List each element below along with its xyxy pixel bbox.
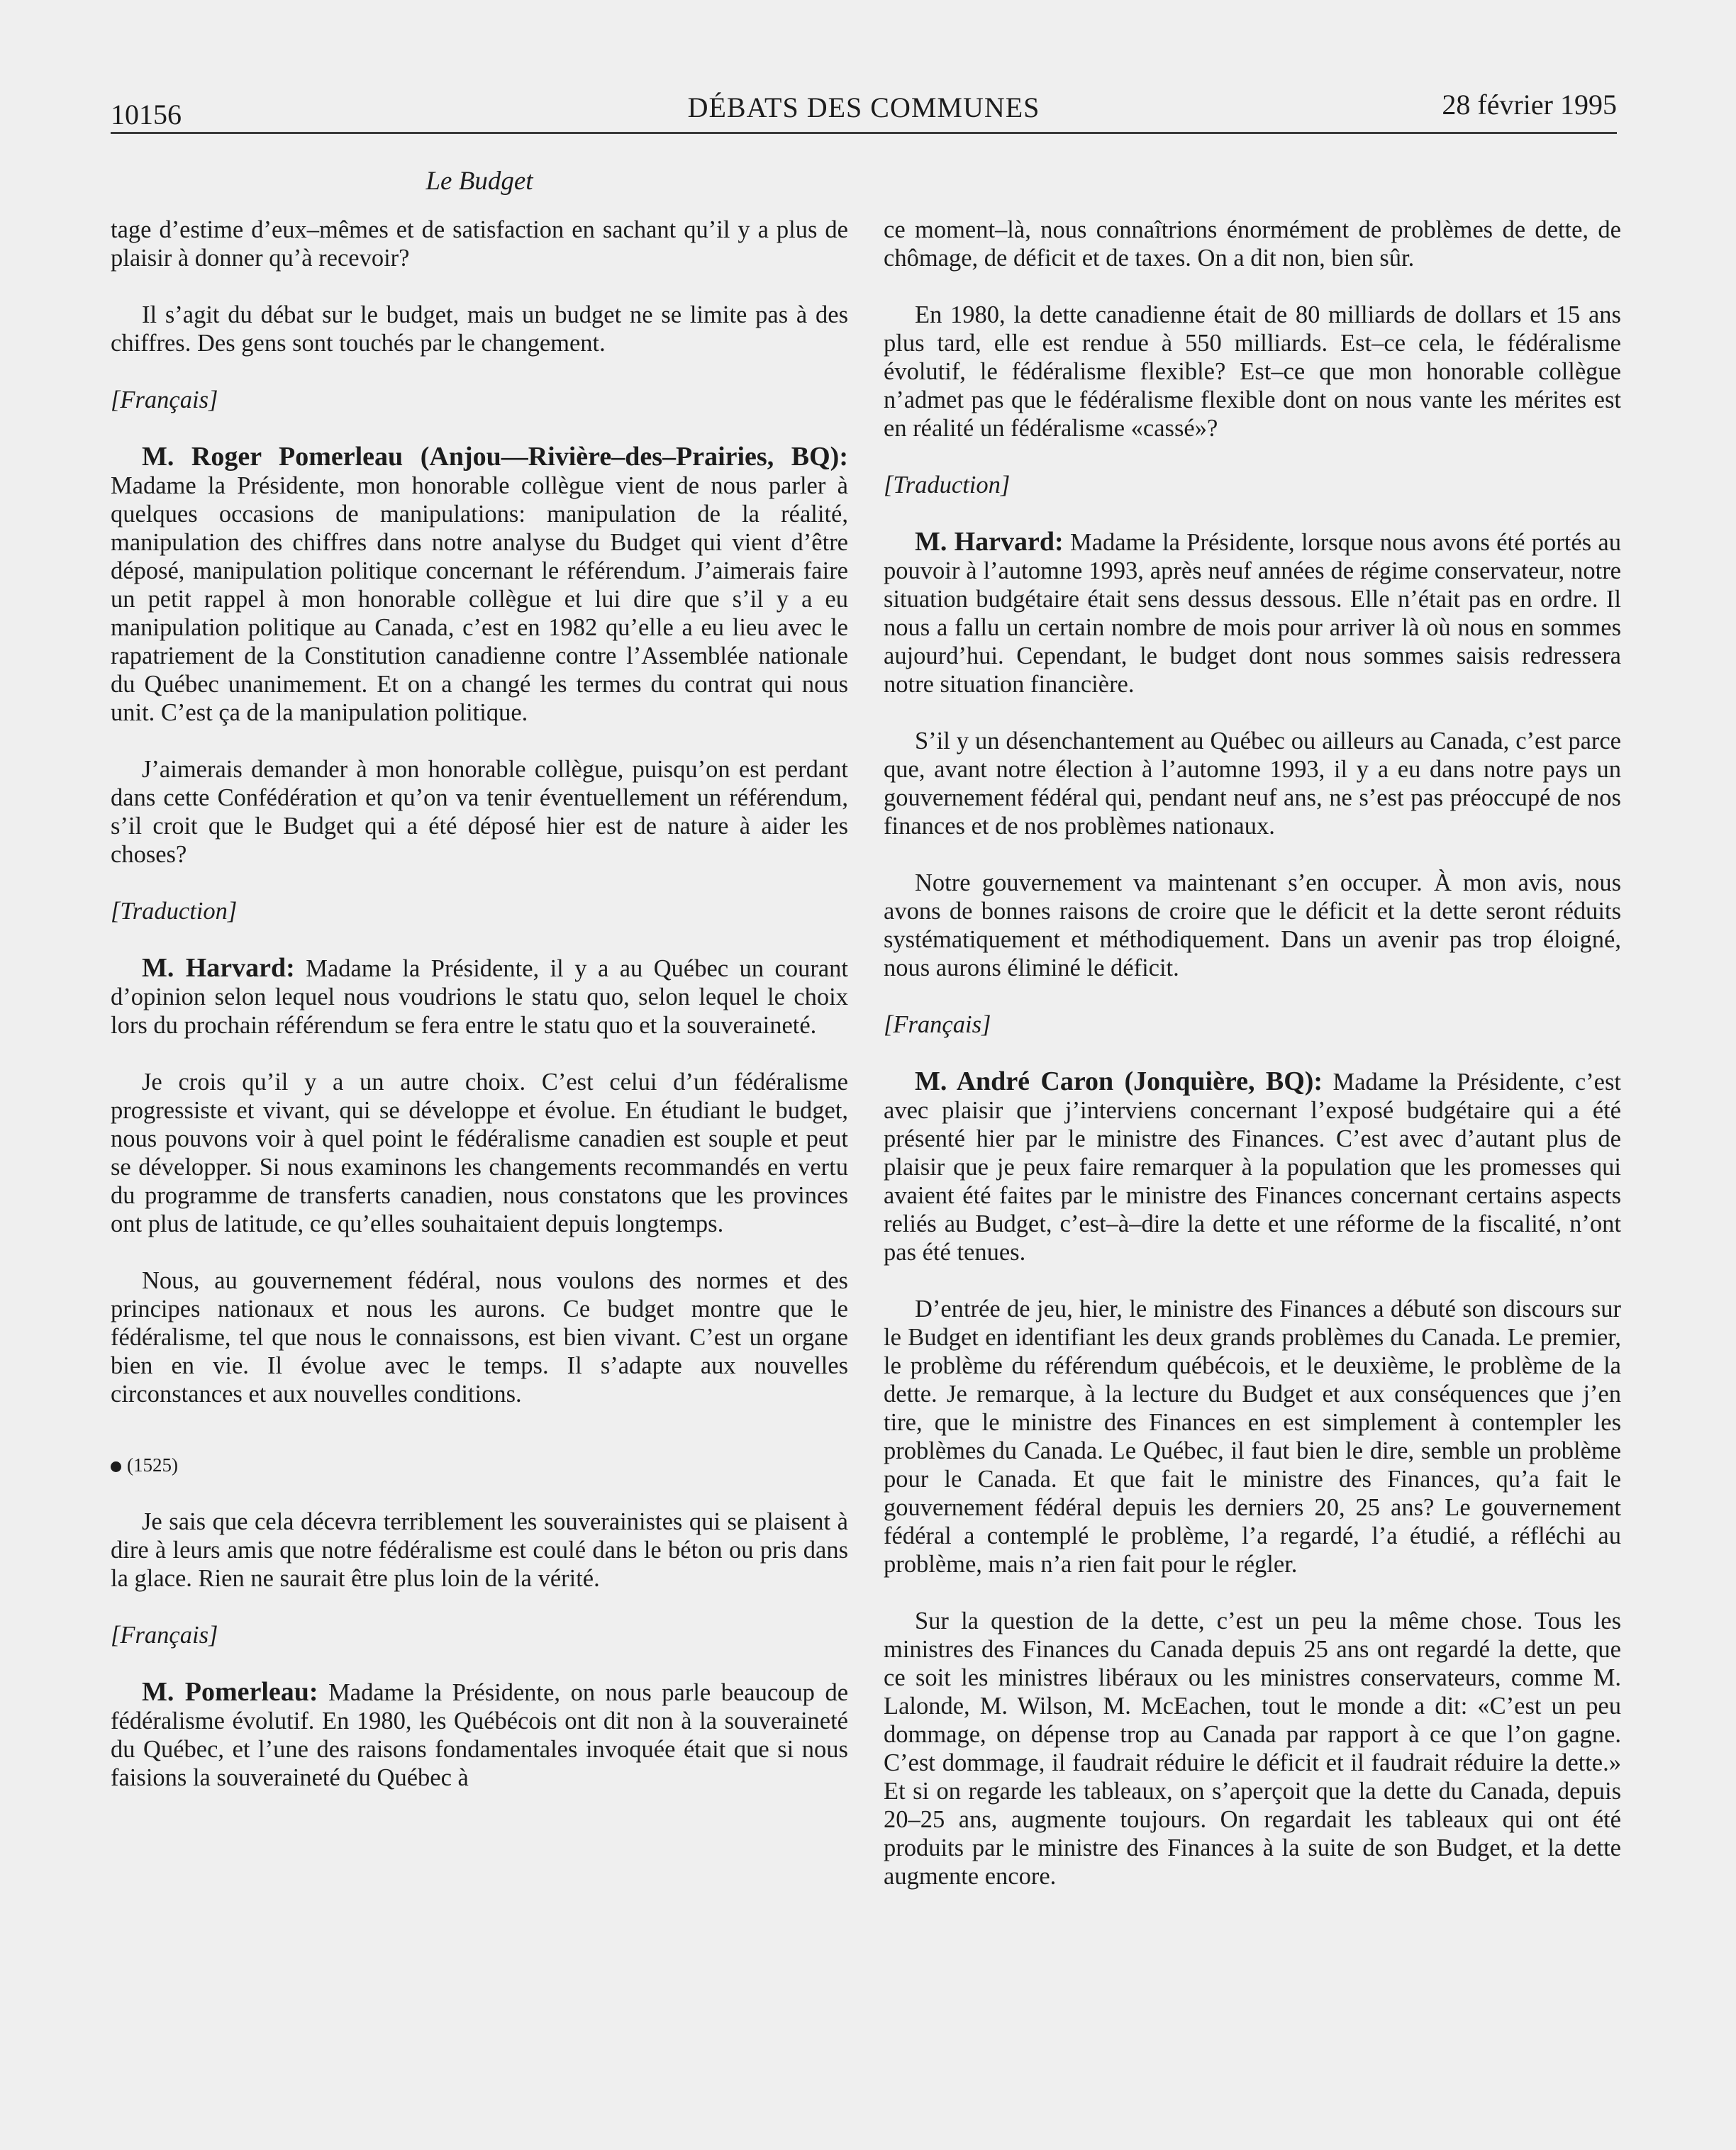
left-column xyxy=(111,216,848,1792)
paragraph: tage d’estime d’eux–mêmes et de satisfaction en sachant qu’il y a plus de plaisir à donner qu’à recevoir? xyxy=(111,216,848,272)
paragraph: J’aimerais demander à mon honorable collègue, puisqu’on est perdant dans cette Confédération et qu’on va tenir éventuellement un référendum, s’il croit que le Budget qui a été déposé hier est de nature à aider les choses? xyxy=(111,756,848,868)
page-header xyxy=(111,87,1617,136)
paragraph: Nous, au gouvernement fédéral, nous voulons des normes et des principes nationaux et nous les aurons. Ce budget montre que le fédéralisme, tel que nous le connaissons, est bien vivant. C’est un organe bien en vie. Il évolue avec le temps. Il s’adapte aux nouvelles circonstances et aux nouvelles conditions. xyxy=(111,1267,848,1408)
language-tag: [Français] xyxy=(111,386,218,413)
header-rule xyxy=(111,132,1617,134)
paragraph: Je crois qu’il y a un autre choix. C’est celui d’un fédéralisme progressiste et vivant, qui se développe et évolue. En étudiant le budget, nous pouvons voir à quel point le fédéralisme canadien est souple et peut se développer. Si nous examinons les changements recommandés en vertu du programme de transferts canadien, nous constatons que les provinces ont plus de latitude, ce qu’elles souhaitaient depuis longtemps. xyxy=(111,1069,848,1237)
section-title: Le Budget xyxy=(425,167,533,196)
bullet-icon xyxy=(111,1461,121,1472)
paragraph: En 1980, la dette canadienne était de 80 milliards de dollars et 15 ans plus tard, elle est rendue à 550 milliards. Est–ce cela, le fédéralisme évolutif, le fédéralisme flexible? Est–ce que mon honorable collègue n’admet pas que le fédéralisme flexible dont on nous vante les mérites est en réalité un fédéralisme «cassé»? xyxy=(884,301,1621,442)
paragraph: ce moment–là, nous connaîtrions énormément de problèmes de dette, de chômage, de déficit et de taxes. On a dit non, bien sûr. xyxy=(884,216,1621,272)
speech xyxy=(111,442,848,727)
speech xyxy=(111,1678,848,1792)
speech-text: Madame la Présidente, lorsque nous avons été portés au pouvoir à l’automne 1993, après neuf années de régime conservateur, notre situation budgétaire était sens dessus dessous. Elle n’était pas en ordre. Il nous a fallu un certain nombre de mois pour arriver là où nous en sommes aujourd’hui. Cependant, le budget dont nous sommes saisis redressera notre situation financière. xyxy=(884,529,1621,698)
language-tag: [Traduction] xyxy=(884,472,1011,498)
paragraph: Notre gouvernement va maintenant s’en occuper. À mon avis, nous avons de bonnes raisons de croire que le déficit et la dette seront réduits systématiquement et méthodiquement. Dans un avenir pas trop éloigné, nous aurons éliminé le déficit. xyxy=(884,869,1621,981)
language-tag: [Français] xyxy=(111,1622,218,1649)
page-number: 10156 xyxy=(111,99,182,130)
speaker-name: M. Harvard: xyxy=(915,527,1064,557)
language-tag: [Traduction] xyxy=(111,898,238,925)
speech xyxy=(111,954,848,1040)
paragraph: Je sais que cela décevra terriblement les souverainistes qui se plaisent à dire à leurs amis que notre fédéralisme est coulé dans le béton ou pris dans la glace. Rien ne saurait être plus loin de la vérité. xyxy=(111,1508,848,1592)
paragraph: Il s’agit du débat sur le budget, mais un budget ne se limite pas à des chiffres. Des gens sont touchés par le changement. xyxy=(111,301,848,357)
speaker-name: M. Roger Pomerleau (Anjou—Rivière–des–Prairies, BQ): xyxy=(142,442,848,472)
speech-text: Madame la Présidente, il y a au Québec un courant d’opinion selon lequel nous voudrions le statu quo, selon lequel le choix lors du prochain référendum se fera entre le statu quo et la souveraineté. xyxy=(111,955,848,1039)
speaker-name: M. Harvard: xyxy=(142,953,295,983)
time-marker: (1525) xyxy=(111,1451,848,1479)
speaker-name: M. Pomerleau: xyxy=(142,1677,318,1707)
publication-date: 28 février 1995 xyxy=(1442,89,1617,121)
speaker-name: M. André Caron (Jonquière, BQ): xyxy=(915,1066,1323,1096)
publication-title: DÉBATS DES COMMUNES xyxy=(687,91,1040,123)
paragraph: Sur la question de la dette, c’est un peu la même chose. Tous les ministres des Finances du Canada depuis 25 ans ont regardé la dette, que ce soit les ministres libéraux ou les ministres conservateurs, comme M. Lalonde, M. Wilson, M. McEachen, tout le monde a dit: «C’est un peu dommage, on dépense trop au Canada par rapport à ce que l’on gagne. C’est dommage, il faudrait réduire le déficit et il faudrait réduire la dette.» Et si on regarde les tableaux, on s’aperçoit que la dette du Canada, depuis 20–25 ans, augmente toujours. On regardait les tableaux qui ont été produits par le ministre des Finances à la suite de son Budget, et la dette augmente encore. xyxy=(884,1608,1621,1890)
right-column xyxy=(884,216,1621,1890)
speech-text: Madame la Présidente, c’est avec plaisir que j’interviens concernant l’exposé budgétaire qui a été présenté hier par le ministre des Finances. C’est avec d’autant plus de plaisir que je peux faire remarquer à la population que les promesses qui avaient été faites par le ministre des Finances concernant certains aspects reliés au Budget, c’est–à–dire la dette et une réforme de la fiscalité, n’ont pas été tenues. xyxy=(884,1069,1621,1266)
paragraph: S’il y un désenchantement au Québec ou ailleurs au Canada, c’est parce que, avant notre élection à l’automne 1993, il y a eu dans notre pays un gouvernement fédéral qui, pendant neuf ans, ne s’est pas préoccupé de nos finances et de nos problèmes nationaux. xyxy=(884,728,1621,840)
speech xyxy=(884,528,1621,698)
speech-text: Madame la Présidente, on nous parle beaucoup de fédéralisme évolutif. En 1980, les Québécois ont dit non à la souveraineté du Québec, et l’une des raisons fondamentales invoquée était que si nous faisions la souveraineté du Québec à xyxy=(111,1679,849,1791)
language-tag: [Français] xyxy=(884,1011,991,1038)
speech-text: Madame la Présidente, mon honorable collègue vient de nous parler à quelques occasions de manipulations: manipulation de la réalité, manipulation des chiffres dans notre analyse du Budget qui vient d’être déposé, manipulation politique concernant le référendum. J’aimerais faire un petit rappel à mon honorable collègue et lui dire que s’il y a eu manipulation politique au Canada, c’est en 1982 qu’elle a eu lieu avec le rapatriement de la Constitution canadienne contre l’Assemblée nationale du Québec unanimement. Et on a changé les termes du contrat qui nous unit. C’est ça de la manipulation politique. xyxy=(111,472,848,726)
paragraph: D’entrée de jeu, hier, le ministre des Finances a débuté son discours sur le Budget en identifiant les deux grands problèmes du Canada. Le premier, le problème du référendum québécois, et le deuxième, le problème de la dette. Je remarque, à la lecture du Budget et aux conséquences que j’en tire, que le ministre des Finances en est simplement à contempler les problèmes du Canada. Le Québec, il faut bien le dire, semble un problème pour le Canada. Et que fait le ministre des Finances, qu’a fait le gouvernement fédéral depuis les derniers 20, 25 ans? Le gouvernement fédéral a contemplé le problème, l’a regardé, l’a étudié, a réfléchi au problème, mais n’a rien fait pour le régler. xyxy=(884,1296,1621,1578)
speech xyxy=(884,1067,1621,1266)
